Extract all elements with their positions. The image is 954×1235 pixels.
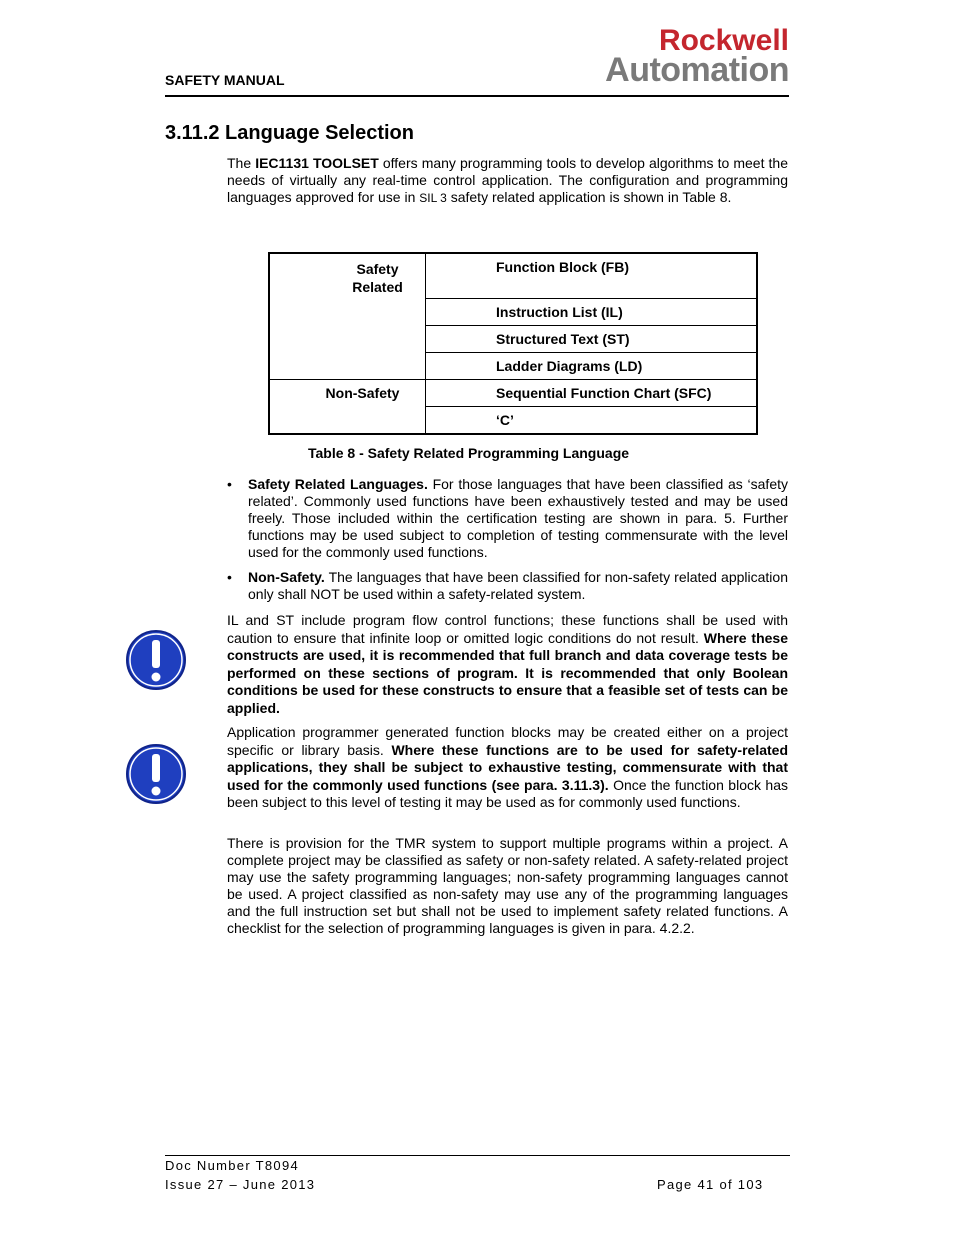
bullet-text: For those languages that have been classified as ‘safety related’. Commonly used functions have been exhaustively tested and may be used freely. Those included within the certification testing are shown in para. 5. Further functions may be used subject to completion of testing commensurate with the level used for the commonly used functions. <box>248 476 788 560</box>
intro-text-1: The <box>227 155 256 171</box>
doc-number: Doc Number T8094 <box>165 1158 300 1173</box>
warning2-text-2: Once the function block has been subject to this level of testing it may be used as for commonly used functions. <box>227 776 788 810</box>
bullet-title: Non-Safety. <box>248 569 325 585</box>
language-cell: Ladder Diagrams (LD) <box>426 353 758 380</box>
closing-paragraph: There is provision for the TMR system to support multiple programs within a project. A complete project may be classified as safety or non-safety related. A safety-related project may use the safety programming languages; non-safety programming languages cannot be used. A project classified as non-safety may use any of the programming languages and the full instruction set but shall not be used to implement safety related functions. A checklist for the selection of programming languages is given in para. 4.2.2. <box>227 835 788 936</box>
bullet-title: Safety Related Languages. <box>248 476 428 492</box>
language-cell: Structured Text (ST) <box>426 326 758 353</box>
language-cell: Instruction List (IL) <box>426 299 758 326</box>
table-row <box>269 253 757 299</box>
warning1-emphasis: Where these constructs are used, it is recommended that full branch and data coverage tests be performed on these sections of program. It is recommended that only Boolean conditions be used for these constructs to ensure that a feasible set of tests can be applied. <box>227 629 788 716</box>
rockwell-automation-logo <box>553 26 789 87</box>
section-title: 3.11.2 Language Selection <box>165 122 414 144</box>
issue-date: Issue 27 – June 2013 <box>165 1177 316 1192</box>
warning-paragraph-1 <box>227 612 788 717</box>
warning-paragraph-2 <box>227 724 788 812</box>
header-divider <box>165 95 789 97</box>
language-table <box>268 252 758 435</box>
bullet-symbol: • <box>227 569 232 585</box>
warning2-emphasis: Where these functions are to be used for safety-related applications, they shall be subject to exhaustive testing, commensurate with that used for the commonly used functions (see para. 3.11.3). <box>227 741 788 793</box>
warning1-text: IL and ST include program flow control functions; these functions shall be used with caution to ensure that infinite loop or omitted logic conditions do not result. <box>227 612 788 646</box>
bullet-text: The languages that have been classified for non-safety related application only shall NOT be used within a safety-related system. <box>248 569 788 602</box>
category-cell: Non-Safety <box>269 380 426 435</box>
intro-text-3: safety related application is shown in Table 8. <box>446 189 732 205</box>
table-row <box>269 380 757 407</box>
manual-label: SAFETY MANUAL <box>165 72 285 88</box>
exclamation-warning-icon <box>125 743 187 805</box>
bullet-non-safety <box>248 569 788 603</box>
page-number: Page 41 of 103 <box>657 1177 764 1192</box>
language-cell: ‘C’ <box>426 407 758 435</box>
bullet-safety-related <box>248 476 788 561</box>
language-cell: Sequential Function Chart (SFC) <box>426 380 758 407</box>
intro-toolset-name: IEC1131 TOOLSET <box>255 155 379 171</box>
bullet-symbol: • <box>227 476 232 492</box>
intro-paragraph <box>227 155 788 207</box>
warning2-text-1: Application programmer generated function blocks may be created either on a project specific or library basis. <box>227 724 788 758</box>
logo-line-1: Rockwell <box>658 24 789 57</box>
footer-divider <box>165 1155 790 1156</box>
intro-sil-level: SIL 3 <box>419 191 447 205</box>
table-caption: Table 8 - Safety Related Programming Language <box>308 445 630 461</box>
category-cell: Safety Related <box>269 253 426 380</box>
exclamation-warning-icon <box>125 629 187 691</box>
logo-line-2: Automation <box>605 51 789 89</box>
language-cell: Function Block (FB) <box>426 253 758 299</box>
intro-text-2: offers many programming tools to develop algorithms to meet the needs of virtually any real-time control application. The configuration and programming languages approved for use in <box>227 155 788 205</box>
